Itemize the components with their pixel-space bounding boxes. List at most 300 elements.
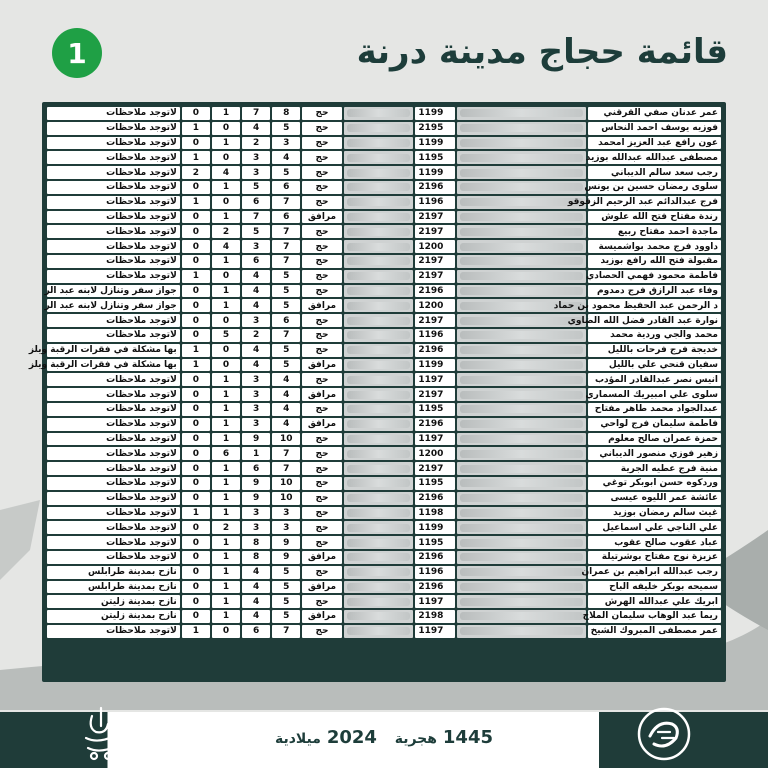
redacted-id-cell [457,225,586,238]
count4-cell: 1 [182,507,210,520]
redaction-blur [460,420,583,428]
count2-cell: 5 [242,181,270,194]
count4-cell: 0 [182,447,210,460]
count3-cell: 0 [212,344,240,357]
count3-cell: 1 [212,211,240,224]
redaction-blur [347,257,411,265]
redaction-blur [347,612,411,620]
redaction-blur [347,583,411,591]
count1-cell: 7 [272,240,300,253]
count2-cell: 3 [242,240,270,253]
table-row [47,388,721,401]
count2-cell: 4 [242,581,270,594]
count4-cell: 0 [182,477,210,490]
type-cell: حج [302,329,341,342]
count3-cell: 0 [212,625,240,638]
count4-cell: 1 [182,625,210,638]
redaction-blur [460,243,583,251]
count3-cell: 1 [212,566,240,579]
table-row [47,551,721,564]
count3-cell: 1 [212,107,240,120]
count1-cell: 5 [272,566,300,579]
table-row [47,595,721,608]
redacted-id-cell [457,329,586,342]
count2-cell: 8 [242,536,270,549]
name-cell: وفاء عبد الرازق فرج دمدوم [588,285,721,298]
redaction-blur [460,612,583,620]
redacted-cell [344,418,414,431]
count1-cell: 5 [272,344,300,357]
count2-cell: 3 [242,521,270,534]
name-cell: علي الناجي علي اسماعيل [588,521,721,534]
count4-cell: 0 [182,566,210,579]
type-cell: حج [302,403,341,416]
redacted-cell [344,492,414,505]
name-cell: حمزة عمران صالح معلوم [588,433,721,446]
redacted-cell [344,433,414,446]
year-cell: 1196 [415,329,454,342]
count2-cell: 4 [242,344,270,357]
redacted-id-cell [457,151,586,164]
redacted-cell [344,403,414,416]
redaction-blur [347,435,411,443]
table-row [47,344,721,357]
count4-cell: 0 [182,521,210,534]
note-cell: لاتوجد ملاحظات [47,107,180,120]
type-cell: حج [302,270,341,283]
redaction-blur [460,317,583,325]
table-row [47,418,721,431]
name-cell: انيس نصر عبدالقادر المؤدب [588,373,721,386]
redacted-id-cell [457,344,586,357]
count2-cell: 4 [242,285,270,298]
type-cell: مرافق [302,211,341,224]
count1-cell: 10 [272,433,300,446]
count2-cell: 4 [242,595,270,608]
year-cell: 2196 [415,418,454,431]
note-cell: لاتوجد ملاحظات [47,462,180,475]
redacted-id-cell [457,181,586,194]
count4-cell: 0 [182,610,210,623]
note-cell: لاتوجد ملاحظات [47,536,180,549]
count3-cell: 1 [212,433,240,446]
redaction-blur [347,243,411,251]
table-row [47,137,721,150]
note-cell: لاتوجد ملاحظات [47,270,180,283]
count4-cell: 0 [182,240,210,253]
year-cell: 2197 [415,462,454,475]
table-row [47,447,721,460]
count4-cell: 0 [182,492,210,505]
count4-cell: 0 [182,181,210,194]
count4-cell: 0 [182,373,210,386]
count4-cell: 0 [182,403,210,416]
redacted-id-cell [457,285,586,298]
table-row [47,521,721,534]
type-cell: حج [302,433,341,446]
count4-cell: 1 [182,122,210,135]
count4-cell: 1 [182,270,210,283]
name-cell: ماجدة احمد مفتاح ربيع [588,225,721,238]
year-cell: 2195 [415,122,454,135]
redaction-blur [460,583,583,591]
page-number-badge: 1 [52,28,102,78]
redacted-id-cell [457,551,586,564]
name-cell: عمر عدنان صفي القرقني [588,107,721,120]
type-cell: حج [302,285,341,298]
count1-cell: 6 [272,211,300,224]
name-cell: مقبولة فتح الله رافع بوزيد [588,255,721,268]
redaction-blur [347,154,411,162]
redaction-blur [460,627,583,635]
type-cell: حج [302,595,341,608]
redacted-id-cell [457,536,586,549]
count2-cell: 3 [242,418,270,431]
redaction-blur [460,598,583,606]
count3-cell: 0 [212,196,240,209]
redaction-blur [460,494,583,502]
note-cell: لاتوجد ملاحظات [47,492,180,505]
count3-cell: 0 [212,270,240,283]
redaction-blur [347,361,411,369]
redaction-blur [347,183,411,191]
name-cell: سميحه بوبكر خليفه الباح [588,581,721,594]
type-cell: حج [302,107,341,120]
table-row [47,314,721,327]
year-cell: 2196 [415,181,454,194]
type-cell: حج [302,566,341,579]
redacted-cell [344,225,414,238]
redacted-cell [344,137,414,150]
type-cell: حج [302,122,341,135]
table-row [47,433,721,446]
name-cell: سفيان قنحي علي بالليل [588,359,721,372]
count3-cell: 4 [212,240,240,253]
year-cell: 2197 [415,314,454,327]
redaction-blur [460,376,583,384]
count2-cell: 3 [242,507,270,520]
count3-cell: 1 [212,285,240,298]
table-row [47,166,721,179]
redacted-cell [344,329,414,342]
redacted-cell [344,610,414,623]
redacted-id-cell [457,240,586,253]
count1-cell: 5 [272,595,300,608]
table-row [47,462,721,475]
redaction-blur [347,124,411,132]
count2-cell: 6 [242,625,270,638]
count3-cell: 0 [212,122,240,135]
redacted-id-cell [457,137,586,150]
redaction-blur [347,494,411,502]
count4-cell: 0 [182,462,210,475]
count4-cell: 0 [182,285,210,298]
redaction-blur [347,450,411,458]
table-row [47,270,721,283]
count4-cell: 2 [182,166,210,179]
redaction-blur [460,465,583,473]
note-cell: لاتوجد ملاحظات [47,507,180,520]
count2-cell: 2 [242,137,270,150]
count1-cell: 3 [272,507,300,520]
year-cell: 1196 [415,566,454,579]
note-cell: لاتوجد ملاحظات [47,122,180,135]
year-cell: 1197 [415,595,454,608]
redaction-blur [347,598,411,606]
name-cell: مصطفى عبدالله عبدالله بوزيد [588,151,721,164]
table-row [47,285,721,298]
note-cell: لاتوجد ملاحظات [47,388,180,401]
count2-cell: 3 [242,314,270,327]
count3-cell: 0 [212,151,240,164]
year-cell: 2197 [415,388,454,401]
type-cell: حج [302,151,341,164]
count3-cell: 1 [212,373,240,386]
redacted-id-cell [457,566,586,579]
count1-cell: 7 [272,255,300,268]
note-cell: جواز سفر وتنازل لابنه عبد الر [47,299,180,312]
redacted-cell [344,255,414,268]
redacted-cell [344,344,414,357]
type-cell: حج [302,521,341,534]
table-row [47,566,721,579]
redacted-id-cell [457,581,586,594]
redaction-blur [460,198,583,206]
redacted-cell [344,285,414,298]
year-cell: 1199 [415,107,454,120]
year-cell: 1200 [415,299,454,312]
table-row [47,477,721,490]
year-cell: 1197 [415,433,454,446]
table-row [47,536,721,549]
note-cell: نازح بمدينة طرابلس [47,566,180,579]
table-row [47,122,721,135]
year-cell: 1199 [415,359,454,372]
year-cell: 2196 [415,551,454,564]
note-cell: لاتوجد ملاحظات [47,373,180,386]
count2-cell: 4 [242,270,270,283]
name-cell: عباد عقوب صالح عقوب [588,536,721,549]
count3-cell: 1 [212,551,240,564]
count1-cell: 9 [272,551,300,564]
count3-cell: 1 [212,181,240,194]
redaction-blur [460,228,583,236]
table-row [47,255,721,268]
year-cell: 1195 [415,151,454,164]
count1-cell: 5 [272,359,300,372]
redaction-blur [460,568,583,576]
count4-cell: 1 [182,151,210,164]
year-cell: 2197 [415,225,454,238]
table-row [47,225,721,238]
count3-cell: 1 [212,595,240,608]
redacted-cell [344,299,414,312]
count3-cell: 1 [212,462,240,475]
redaction-blur [460,346,583,354]
name-cell: ريما عبد الوهاب سليمان الملاح [588,610,721,623]
redacted-cell [344,166,414,179]
name-cell: وردكوه حسن ابوبكر توغي [588,477,721,490]
redacted-cell [344,462,414,475]
table-row [47,492,721,505]
redacted-cell [344,625,414,638]
table-row [47,329,721,342]
redacted-cell [344,373,414,386]
redacted-id-cell [457,255,586,268]
redaction-blur [347,524,411,532]
name-cell: خديجة فرج فرحات بالليل [588,344,721,357]
count2-cell: 5 [242,225,270,238]
redacted-cell [344,314,414,327]
redaction-blur [460,272,583,280]
year-cell: 2196 [415,344,454,357]
count3-cell: 1 [212,299,240,312]
redacted-id-cell [457,359,586,372]
count1-cell: 4 [272,373,300,386]
year-cell: 2198 [415,610,454,623]
type-cell: مرافق [302,418,341,431]
count3-cell: 6 [212,447,240,460]
name-cell: عمر مصطفى المبروك الشيخ [588,625,721,638]
name-cell: سلوى علي امبيريك المسماري [588,388,721,401]
redaction-blur [347,568,411,576]
name-cell: د الرحمن عبد الحفيظ محمود بن حماد [588,299,721,312]
count3-cell: 1 [212,507,240,520]
redaction-blur [347,169,411,177]
type-cell: مرافق [302,299,341,312]
note-cell: لاتوجد ملاحظات [47,225,180,238]
redaction-blur [347,509,411,517]
count2-cell: 7 [242,211,270,224]
type-cell: مرافق [302,581,341,594]
count3-cell: 2 [212,225,240,238]
redaction-blur [347,228,411,236]
count4-cell: 0 [182,255,210,268]
redaction-blur [347,317,411,325]
year-cell: 1195 [415,477,454,490]
count3-cell: 1 [212,388,240,401]
type-cell: مرافق [302,551,341,564]
year-cell: 2197 [415,270,454,283]
count4-cell: 0 [182,299,210,312]
name-cell: عبدالجواد محمد طاهر مفتاح [588,403,721,416]
redacted-id-cell [457,610,586,623]
type-cell: حج [302,240,341,253]
redaction-blur [347,539,411,547]
count1-cell: 9 [272,536,300,549]
year-cell: 2196 [415,581,454,594]
count1-cell: 4 [272,403,300,416]
note-cell: لاتوجد ملاحظات [47,151,180,164]
table-row [47,196,721,209]
note-cell: لاتوجد ملاحظات [47,137,180,150]
count1-cell: 5 [272,610,300,623]
redaction-blur [460,213,583,221]
redacted-id-cell [457,625,586,638]
name-cell: رجب عبدالله ابراهيم بن عمران [588,566,721,579]
redaction-blur [347,465,411,473]
count1-cell: 7 [272,329,300,342]
redaction-blur [460,169,583,177]
redacted-cell [344,107,414,120]
note-cell: لاتوجد ملاحظات [47,477,180,490]
redacted-cell [344,521,414,534]
year-cell: 1199 [415,521,454,534]
count4-cell: 0 [182,433,210,446]
type-cell: حج [302,625,341,638]
hijri-label: هجرية [394,731,437,747]
note-cell: لاتوجد ملاحظات [47,211,180,224]
count2-cell: 6 [242,462,270,475]
redacted-id-cell [457,196,586,209]
redacted-id-cell [457,373,586,386]
redacted-cell [344,388,414,401]
redaction-blur [347,627,411,635]
type-cell: حج [302,344,341,357]
redaction-blur [460,109,583,117]
note-cell: نازح بمدينة طرابلس [47,581,180,594]
year-cell: 1199 [415,166,454,179]
type-cell: مرافق [302,388,341,401]
type-cell: حج [302,314,341,327]
table-row [47,299,721,312]
gregorian-label: ميلادية [274,731,321,747]
redaction-blur [460,139,583,147]
page-title: قائمة حجاج مدينة درنة [356,32,728,72]
table-row [47,181,721,194]
redaction-blur [347,553,411,561]
count4-cell: 0 [182,211,210,224]
count3-cell: 0 [212,314,240,327]
count2-cell: 1 [242,447,270,460]
count2-cell: 3 [242,403,270,416]
count2-cell: 4 [242,610,270,623]
table-row [47,373,721,386]
count1-cell: 3 [272,521,300,534]
count2-cell: 8 [242,551,270,564]
redacted-id-cell [457,403,586,416]
count1-cell: 5 [272,166,300,179]
redacted-id-cell [457,492,586,505]
name-cell: زهير فوزي منصور الديباني [588,447,721,460]
redaction-blur [347,420,411,428]
redaction-blur [460,405,583,413]
count1-cell: 5 [272,299,300,312]
count4-cell: 0 [182,329,210,342]
table-body [28,107,721,638]
table-row [47,107,721,120]
name-cell: فرج عبدالدائم عبد الرحيم الزقوقو [588,196,721,209]
type-cell: مرافق [302,359,341,372]
redaction-blur [460,287,583,295]
note-cell: لاتوجد ملاحظات [47,166,180,179]
name-cell: فاطمة محمود فهمي الحصادي [588,270,721,283]
redacted-cell [344,211,414,224]
redacted-cell [344,507,414,520]
redaction-blur [347,405,411,413]
type-cell: حج [302,137,341,150]
note-cell: لاتوجد ملاحظات [47,240,180,253]
redacted-id-cell [457,433,586,446]
name-cell: سلوى رمضان حسين بن يونس [588,181,721,194]
redaction-blur [347,331,411,339]
redaction-blur [460,479,583,487]
name-cell: نوارة عبد القادر فضل الله الضاوي [588,314,721,327]
table-row [47,507,721,520]
redaction-blur [460,450,583,458]
type-cell: حج [302,166,341,179]
redacted-cell [344,122,414,135]
